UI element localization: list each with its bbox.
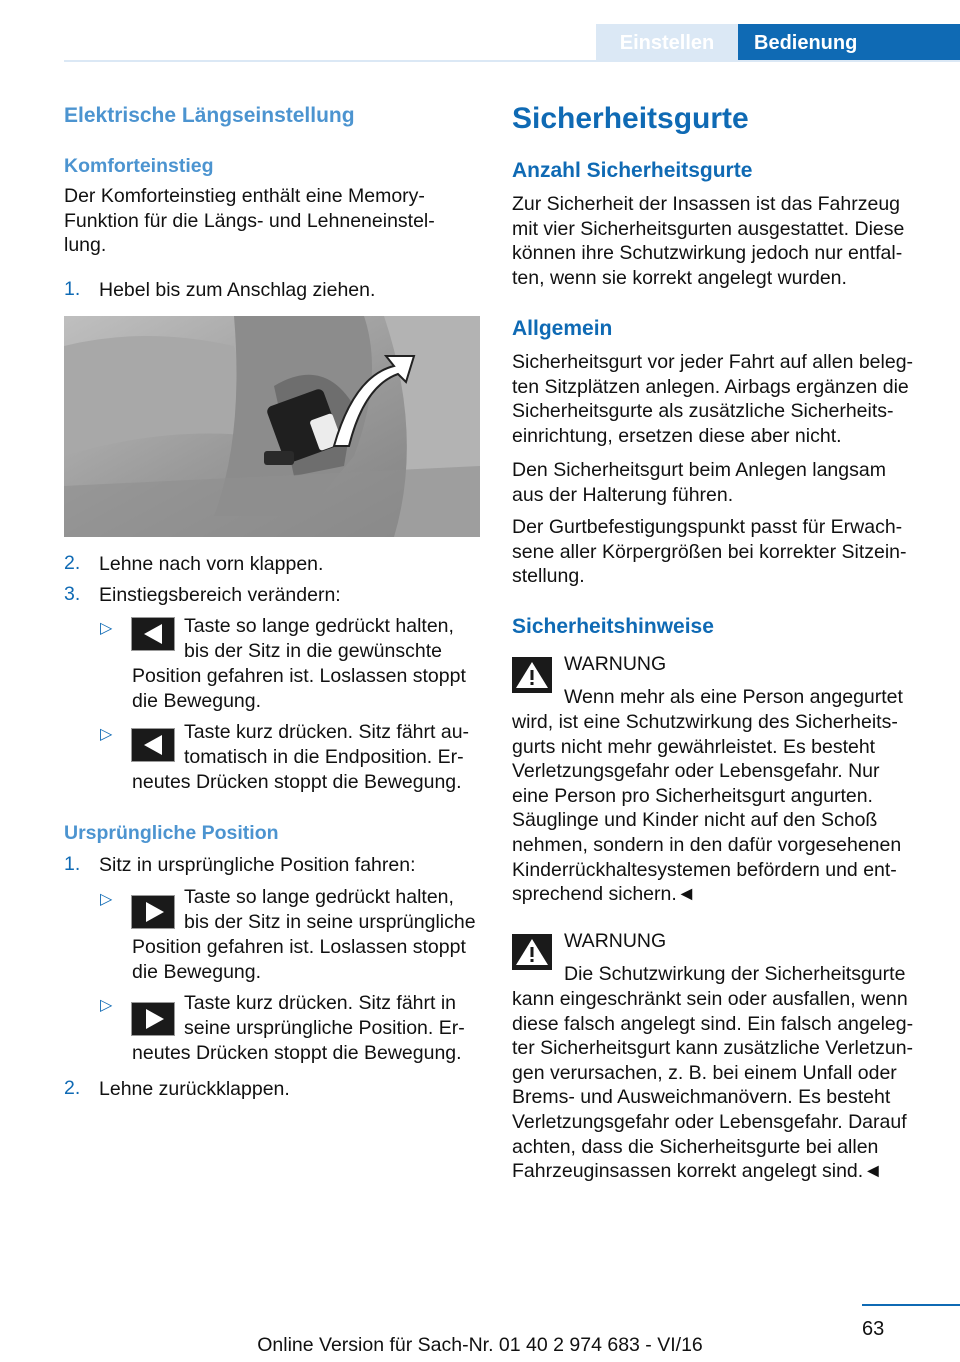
step-number: 3.: [64, 583, 81, 605]
warning-text: Wenn mehr als eine Person angegurtet: [564, 686, 903, 708]
forward-button-icon: [131, 1002, 175, 1036]
paragraph-komforteinstieg: Der Komforteinstieg enthält eine Memory- Funktion für die Längs- und Lehneneinstel- lung.: [64, 185, 435, 257]
bullet-text: tomatisch in die Endposition. Er-: [184, 746, 464, 768]
header-divider: [64, 60, 960, 62]
paragraph-gurtbefestigung: Der Gurtbefestigungspunkt passt für Erwach- sene aller Körpergrößen bei korrekter Sitzein- stellung.: [512, 516, 907, 588]
bullet-text: die Bewegung.: [132, 961, 262, 983]
bullet-text: Position gefahren ist. Loslassen stoppt: [132, 936, 466, 958]
bullet-text: seine ursprüngliche Position. Er-: [184, 1017, 465, 1039]
step-text: Einstiegsbereich verändern:: [99, 584, 341, 606]
bullet-marker: ▷: [100, 997, 113, 1014]
paragraph-halterung: Den Sicherheitsgurt beim Anlegen langsam aus der Halterung führen.: [512, 459, 886, 506]
bullet-marker: ▷: [100, 726, 113, 743]
warning-text: Die Schutzwirkung der Sicherheitsgurte: [564, 963, 906, 985]
bullet-text: bis der Sitz in seine ursprüngliche: [184, 911, 476, 933]
warning-text: kann eingeschränkt sein oder ausfallen, wenn diese falsch angelegt sind. Ein falsch angeleg- ter Sicherheitsgurt kann zusätzliche Verletzun- gen verursachen, z. B. bei einem Unfall oder Brems- und Ausweichmanövern. Es besteht Verletzungsgefahr oder Lebensgefahr. Darauf achten, dass die Sicherheitsgurte bei allen Fahrzeuginsassen korrekt angelegt sind.◄: [512, 988, 914, 1183]
back-button-icon: [131, 617, 175, 651]
bullet-text: bis der Sitz in die gewünschte: [184, 640, 442, 662]
step-number: 2.: [64, 552, 81, 574]
seat-lever-photo: [64, 316, 480, 537]
tab-bedienung[interactable]: Bedienung: [738, 24, 960, 60]
warning-icon: [512, 657, 552, 693]
warning-label: WARNUNG: [564, 653, 667, 675]
subheading-anzahl: Anzahl Sicherheitsgurte: [512, 159, 753, 182]
subheading-sicherheitshinweise: Sicherheitshinweise: [512, 615, 714, 638]
forward-button-icon: [131, 895, 175, 929]
bullet-text: Position gefahren ist. Loslassen stoppt: [132, 665, 466, 687]
footer-divider: [862, 1304, 960, 1306]
subheading-komforteinstieg: Komforteinstieg: [64, 155, 214, 177]
step-text: Hebel bis zum Anschlag ziehen.: [99, 279, 376, 301]
bullet-text: Taste kurz drücken. Sitz fährt au-: [184, 721, 470, 743]
paragraph-anzahl: Zur Sicherheit der Insassen ist das Fahrzeug mit vier Sicherheitsgurten ausgestattet. Diese können ihre Schutzwirkung jedoch nur entfal- ten, wenn sie korrekt angelegt wurden.: [512, 193, 905, 289]
warning-label: WARNUNG: [564, 930, 667, 952]
footer-text: Online Version für Sach-Nr. 01 40 2 974 683 - VI/16: [257, 1334, 703, 1356]
step-number: 2.: [64, 1077, 81, 1099]
warning-text: wird, ist eine Schutzwirkung des Sicherheits- gurts nicht mehr gewährleistet. Es besteht Verletzungsgefahr oder Lebensgefahr. Nur eine Person pro Sicherheitsgurt angurten. Säuglinge und Kinder nicht auf den Schoß nehmen, sondern in den dafür vorgesehenen Kinderrückhaltesystemen befördern und ent- sprechend sichern.◄: [512, 711, 902, 906]
section-heading-laengseinstellung: Elektrische Längseinstellung: [64, 104, 355, 127]
bullet-text: die Bewegung.: [132, 690, 262, 712]
bullet-text: Taste so lange gedrückt halten,: [184, 615, 454, 637]
subheading-urspruengliche-position: Ursprüngliche Position: [64, 822, 279, 844]
bullet-text: neutes Drücken stoppt die Bewegung.: [132, 771, 462, 793]
step-text: Lehne nach vorn klappen.: [99, 553, 324, 575]
step-text: Lehne zurückklappen.: [99, 1078, 290, 1100]
step-number: 1.: [64, 853, 81, 875]
page-number: 63: [862, 1318, 885, 1340]
bullet-text: neutes Drücken stoppt die Bewegung.: [132, 1042, 462, 1064]
back-button-icon: [131, 728, 175, 762]
bullet-text: Taste so lange gedrückt halten,: [184, 886, 454, 908]
step-number: 1.: [64, 278, 81, 300]
warning-icon: [512, 934, 552, 970]
paragraph-allgemein: Sicherheitsgurt vor jeder Fahrt auf allen beleg- ten Sitzplätzen anlegen. Airbags ergänzen die Sicherheitsgurte als zusätzliche Sicherheits- einrichtung, ersetzen diese aber nicht.: [512, 351, 914, 447]
bullet-marker: ▷: [100, 891, 113, 908]
bullet-marker: ▷: [100, 620, 113, 637]
tab-einstellen[interactable]: Einstellen: [596, 24, 738, 60]
subheading-allgemein: Allgemein: [512, 317, 613, 340]
bullet-text: Taste kurz drücken. Sitz fährt in: [184, 992, 457, 1014]
step-text: Sitz in ursprüngliche Position fahren:: [99, 854, 416, 876]
page-title: Sicherheitsgurte: [512, 102, 749, 135]
